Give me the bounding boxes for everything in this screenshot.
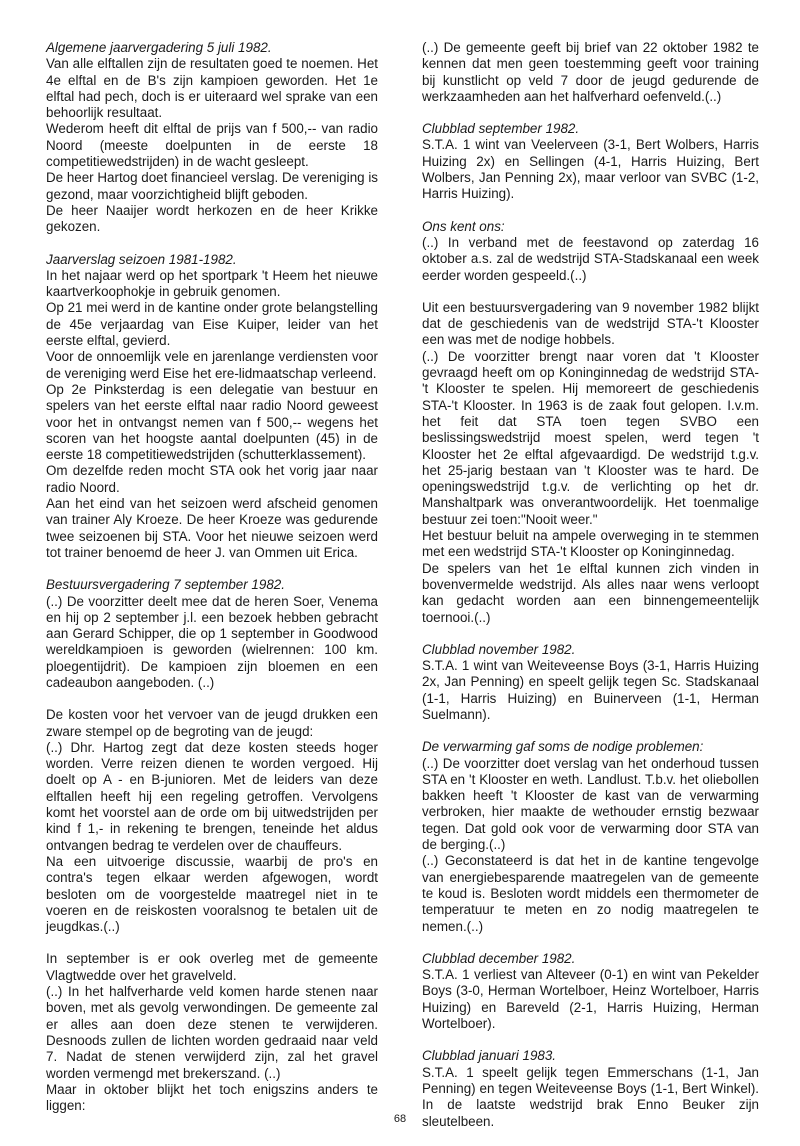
paragraph: De heer Naaijer wordt herkozen en de heer Krikke gekozen. — [46, 202, 378, 235]
paragraph: (..) De voorzitter doet verslag van het onderhoud tussen STA en 't Klooster en weth. Landlust. T.b.v. het oliebollen bakken heeft 't Klooster de kast van de verwarming verbroken, hier maakte de wethouder ernstig bezwaar tegen. Dat gold ook voor de verwarming door STA van de berging.(..) — [422, 755, 759, 853]
section-heading: Algemene jaarvergadering 5 juli 1982. — [46, 40, 272, 55]
article-section — [422, 951, 759, 1032]
paragraph: Uit een bestuursvergadering van 9 november 1982 blijkt dat de geschiedenis van de wedstrijd STA-'t Klooster een was met de nodige hobbels. — [422, 299, 759, 348]
paragraph: (..) In het halfverharde veld komen harde stenen naar boven, met als gevolg verwondingen. De gemeente zal er alles aan doen deze stenen te verwijderen. Desnoods zullen de lichten worden gedraaid naar veld 7. Nadat de stenen verwijderd zijn, zal het gravel worden vermengd met brekerszand. (..) — [46, 984, 378, 1081]
paragraph: Van alle elftallen zijn de resultaten goed te noemen. Het 4e elftal en de B's zijn kampioen geworden. Het 1e elftal had pech, doch is er uiteraard wel sprake van een behoorlijk resultaat. — [46, 56, 378, 121]
article-section — [422, 40, 759, 105]
right-column — [422, 40, 759, 1146]
section-heading: Clubblad januari 1983. — [422, 1048, 557, 1064]
paragraph: S.T.A. 1 speelt gelijk tegen Emmerschans (1-1, Jan Penning) en tegen Weiteveense Boys (1-1, Bert Winkel). In de laatste wedstrijd brak Enno Beuker zijn sleutelbeen. — [422, 1064, 759, 1129]
section-heading: Clubblad november 1982. — [422, 641, 576, 657]
paragraph: (..) De voorzitter deelt mee dat de heren Soer, Venema en hij op 2 september j.l. een bezoek hebben gebracht aan Gerard Schipper, die op 1 september in Goodwood wereldkampioen is geworden (wielrennen: 100 km. ploegentijdrit). De kampioen zijn bloemen en een cadeaubon aangeboden. (..) — [46, 593, 378, 690]
section-heading: Bestuursvergadering 7 september 1982. — [46, 577, 285, 593]
paragraph: Aan het eind van het seizoen werd afscheid genomen van trainer Aly Kroeze. De heer Kroeze was gedurende twee seizoenen bij STA. Voor het nieuwe seizoen werd tot trainer benoemd de heer J. van Ommen uit Erica. — [46, 496, 378, 560]
section-heading: Clubblad december 1982. — [422, 950, 576, 966]
article-section — [46, 707, 378, 935]
paragraph: In september is er ook overleg met de gemeente Vlagtwedde over het gravelveld. — [46, 951, 378, 983]
paragraph: Op 2e Pinksterdag is een delegatie van bestuur en spelers van het eerste elftal naar radio Noord geweest voor het in ontvangst nemen van f 500,-- wegens het scoren van het hoogste aantal doelpunten (45) in de eerste 18 competitiewedstrijden (schutterklassement). — [46, 381, 378, 463]
paragraph: (..) Geconstateerd is dat het in de kantine tengevolge van energiebesparende maatregelen van de gemeente te koud is. Besloten wordt middels een thermometer de temperatuur te meten en zo nodig maatregelen te nemen.(..) — [422, 853, 759, 934]
paragraph: (..) Dhr. Hartog zegt dat deze kosten steeds hoger worden. Verre reizen dienen te worden vergoed. Hij doelt op A - en B-junioren. Met de leiders van deze elftallen heeft hij een regeling getroffen. Vervolgens komt het voorstel aan de orde om bij uitwedstrijden per kind f 1,- in rekening te brengen, teneinde het aldus ontvangen bedrag te verdelen over de chauffeurs. — [46, 739, 378, 853]
page-number: 68 — [393, 1113, 407, 1125]
paragraph: Maar in oktober blijkt het toch enigszins anders te liggen: — [46, 1081, 378, 1114]
article-section — [46, 40, 378, 236]
paragraph: De spelers van het 1e elftal kunnen zich vinden in bovenvermelde wedstrijd. Als alles naar wens verloopt kan gedacht worden aan een binnengemeentelijk toernooi.(..) — [422, 560, 759, 625]
paragraph: (..) De voorzitter brengt naar voren dat 't Klooster gevraagd heeft om op Koninginnedag de wedstrijd STA-'t Klooster te spelen. Hij memoreert de geschiedenis STA-'t Klooster. In 1963 is de zaak fout gelopen. I.v.m. het feit dat STA toen tegen SVBO een beslissingswedstrijd moest spelen, werd tegen 't Klooster het 2e elftal afgevaardigd. De wedstrijd t.g.v. het 25-jarig bestaan van 't Klooster was te hard. De openingswedstrijd t.g.v. de verlichting op het dr. Manshaltpark was onverantwoordelijk. Het toenmalige bestuur zei toen:"Nooit weer." — [422, 348, 759, 527]
paragraph: Na een uitvoerige discussie, waarbij de pro's en contra's tegen elkaar werden afgewogen, wordt besloten om de voorgestelde maatregel niet in te voeren en de reiskosten vooralsnog te betalen uit de jeugdkas.(..) — [46, 853, 378, 935]
article-section — [422, 642, 759, 723]
paragraph: De kosten voor het vervoer van de jeugd drukken een zware stempel op de begroting van de jeugd: — [46, 707, 378, 739]
article-section — [422, 739, 759, 935]
section-heading: Ons kent ons: — [422, 218, 505, 234]
paragraph: De heer Hartog doet financieel verslag. De vereniging is gezond, maar voorzichtigheid blijft geboden. — [46, 170, 378, 202]
paragraph: (..) De gemeente geeft bij brief van 22 oktober 1982 te kennen dat men geen toestemming geeft voor training bij kunstlicht op veld 7 door de jeugd gedurende de werkzaamheden aan het halfverhard oefenveld.(..) — [422, 40, 759, 104]
article-section — [422, 300, 759, 626]
paragraph: Het bestuur beluit na ampele overweging in te stemmen met een wedstrijd STA-'t Klooster op Koninginnedag. — [422, 528, 759, 560]
paragraph: S.T.A. 1 wint van Weiteveense Boys (3-1, Harris Huizing 2x, Jan Penning) en speelt gelijk tegen Sc. Stadskanaal (1-1, Harris Huizing) en Buinerveen (1-1, Herman Suelmann). — [422, 658, 759, 722]
article-section — [46, 951, 378, 1114]
article-section — [422, 121, 759, 202]
paragraph: In het najaar werd op het sportpark 't Heem het nieuwe kaartverkoophokje in gebruik genomen. — [46, 267, 378, 300]
left-column — [46, 40, 378, 1130]
paragraph: Voor de onnoemlijk vele en jarenlange verdiensten voor de vereniging werd Eise het ere-lidmaatschap verleend. — [46, 349, 378, 381]
paragraph: Om dezelfde reden mocht STA ook het vorig jaar naar radio Noord. — [46, 463, 378, 495]
section-heading: Clubblad september 1982. — [422, 121, 580, 137]
section-heading: Jaarverslag seizoen 1981-1982. — [46, 251, 237, 267]
paragraph: (..) In verband met de feestavond op zaterdag 16 oktober a.s. zal de wedstrijd STA-Stadskanaal een week eerder worden gespeeld.(..) — [422, 234, 759, 283]
paragraph: Op 21 mei werd in de kantine onder grote belangstelling de 45e verjaardag van Eise Kuiper, leider van het eerste elftal, gevierd. — [46, 300, 379, 349]
section-heading: De verwarming gaf soms de nodige problemen: — [422, 739, 704, 755]
article-section — [422, 219, 759, 284]
paragraph: Wederom heeft dit elftal de prijs van f 500,-- van radio Noord (meeste doelpunten in de eerste 18 competitiewedstrijden) in de wacht gesleept. — [46, 121, 378, 170]
paragraph: S.T.A. 1 wint van Veelerveen (3-1, Bert Wolbers, Harris Huizing 2x) en Sellingen (4-1, Harris Huizing, Bert Wolbers, Jan Penning 2x), maar verloor van SVBC (1-2, Harris Huizing). — [422, 137, 759, 202]
article-section — [46, 577, 378, 691]
paragraph: S.T.A. 1 verliest van Alteveer (0-1) en wint van Pekelder Boys (3-0, Herman Wortelboer, Heinz Wortelboer, Harris Huizing) en Bareveld (2-1, Harris Huizing, Herman Wortelboer). — [422, 967, 759, 1032]
article-section — [46, 252, 378, 562]
